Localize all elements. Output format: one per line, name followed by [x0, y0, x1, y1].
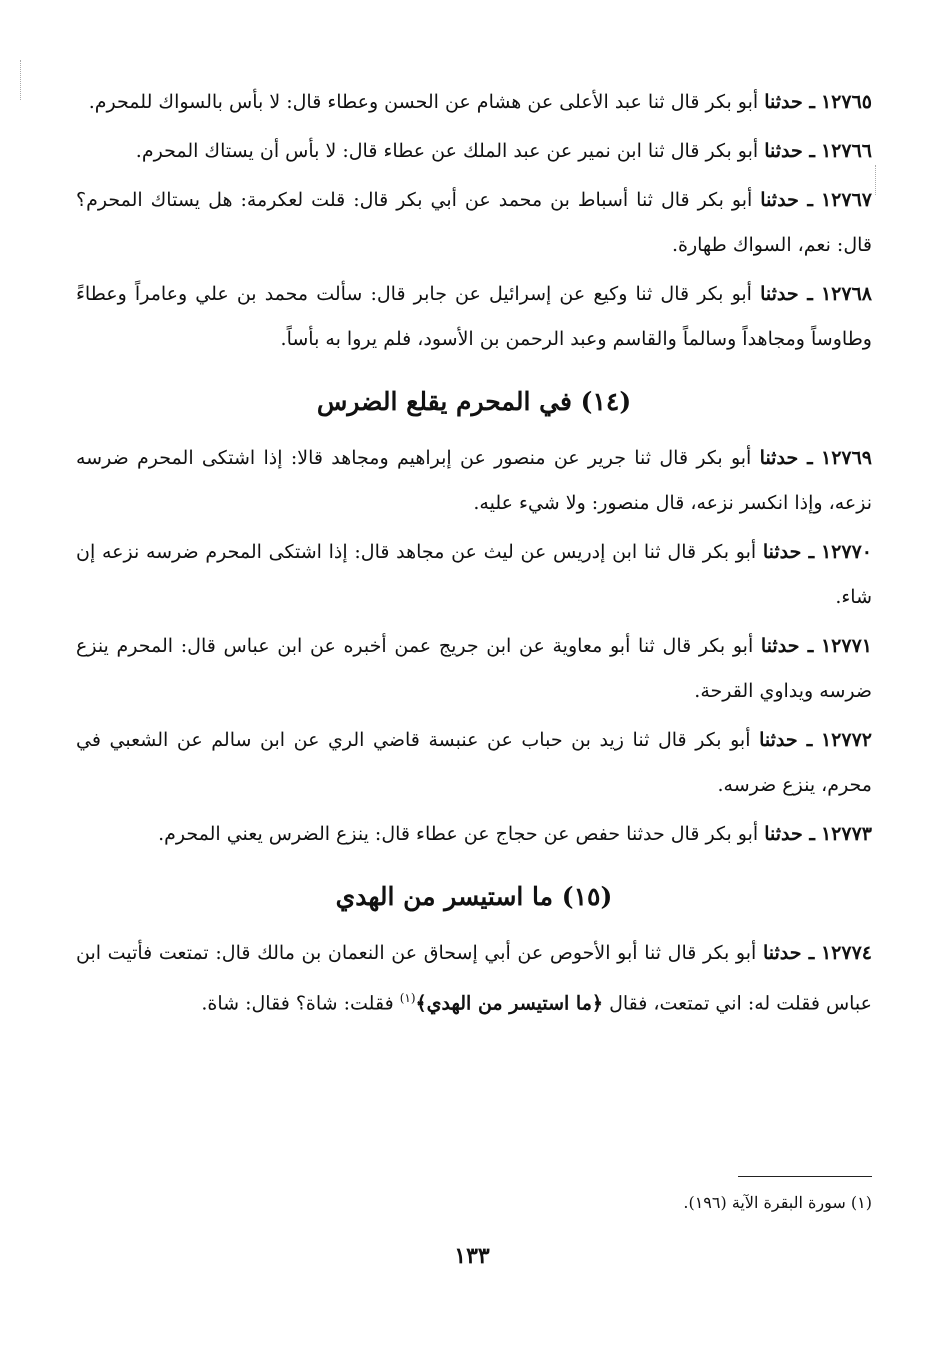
- hadith-number: ١٢٧٧٣: [820, 823, 872, 845]
- hadith-12772: [76, 718, 872, 808]
- hadith-lead: ـ حدثنا: [760, 189, 813, 211]
- section-heading-14: (١٤) في المحرم يقلع الضرس: [316, 387, 632, 416]
- section-heading-15: (١٥) ما استيسر من الهدي: [335, 882, 613, 911]
- hadith-lead: ـ حدثنا: [760, 635, 814, 657]
- hadith-text-end: فقلت: شاة؟ فقال: شاة.: [201, 992, 400, 1015]
- footnote: (١) سورة البقرة الآية (١٩٦).: [683, 1193, 872, 1212]
- hadith-12769: [76, 436, 872, 526]
- hadith-12768: [76, 272, 872, 362]
- hadith-number: ١٢٧٧٢: [820, 729, 872, 751]
- hadith-lead: ـ حدثنا: [762, 942, 815, 964]
- hadith-12767: [76, 178, 872, 268]
- margin-mark-top: [20, 60, 21, 100]
- hadith-12774: [76, 931, 872, 1026]
- hadith-number: ١٢٧٦٦: [820, 140, 872, 162]
- hadith-text: أبو بكر قال ثنا عبد الأعلى عن هشام عن الحسن وعطاء قال: لا بأس بالسواك للمحرم.: [88, 91, 765, 113]
- hadith-text: أبو بكر قال حدثنا حفص عن حجاج عن عطاء قال: ينزع الضرس يعني المحرم.: [158, 823, 765, 845]
- hadith-12766: [76, 129, 872, 174]
- hadith-lead: ـ حدثنا: [764, 140, 815, 162]
- footnote-reference[interactable]: (١): [399, 991, 416, 1005]
- page-number: ١٣٣: [454, 1243, 490, 1269]
- hadith-text: أبو بكر قال ثنا أبو الأحوص عن أبي إسحاق عن النعمان بن مالك قال: تمتعت فأتيت ابن عباس فقلت له: اني تمتعت، فقال: [76, 942, 872, 1015]
- hadith-number: ١٢٧٦٨: [820, 283, 872, 305]
- hadith-text: أبو بكر قال ثنا ابن إدريس عن ليث عن مجاهد قال: إذا اشتكى المحرم ضرسه نزعه إن شاء.: [76, 541, 872, 608]
- hadith-12770: [76, 530, 872, 620]
- hadith-lead: ـ حدثنا: [759, 447, 813, 469]
- footnote-divider: [738, 1176, 872, 1177]
- hadith-number: ١٢٧٧٠: [820, 541, 872, 563]
- hadith-number: ١٢٧٦٩: [820, 447, 873, 469]
- hadith-12773: [76, 812, 872, 857]
- hadith-text: أبو بكر قال ثنا ابن نمير عن عبد الملك عن عطاء قال: لا بأس أن يستاك المحرم.: [135, 140, 765, 162]
- margin-mark-middle: [875, 165, 876, 195]
- hadith-lead: ـ حدثنا: [760, 283, 813, 305]
- hadith-12771: [76, 624, 872, 714]
- hadith-number: ١٢٧٧١: [820, 635, 872, 657]
- hadith-12765: [76, 80, 872, 125]
- hadith-text: أبو بكر قال ثنا زيد بن حباب عن عنبسة قاضي الري عن ابن سالم عن الشعبي في محرم، ينزع ضرسه.: [76, 729, 872, 796]
- hadith-lead: ـ حدثنا: [764, 823, 815, 845]
- hadith-text: أبو بكر قال ثنا أسباط بن محمد عن أبي بكر قال: قلت لعكرمة: هل يستاك المحرم؟ قال: نعم، السواك طهارة.: [76, 189, 872, 256]
- hadith-lead: ـ حدثنا: [764, 91, 815, 113]
- hadith-number: ١٢٧٦٥: [820, 91, 872, 113]
- hadith-text: أبو بكر قال ثنا أبو معاوية عن ابن جريج عمن أخبره عن ابن عباس قال: المحرم ينزع ضرسه ويداوي القرحة.: [76, 635, 872, 702]
- page-body: [76, 80, 872, 1030]
- hadith-text: أبو بكر قال ثنا وكيع عن إسرائيل عن جابر قال: سألت محمد بن علي وعامراً وعطاءً وطاوساً ومجاهداً وسالماً والقاسم وعبد الرحمن بن الأسود، فلم يروا به بأساً.: [76, 283, 872, 350]
- quran-quote: ﴿ما استيسر من الهدي﴾: [415, 992, 604, 1015]
- hadith-lead: ـ حدثنا: [759, 729, 813, 751]
- hadith-number: ١٢٧٦٧: [820, 189, 872, 211]
- hadith-number: ١٢٧٧٤: [820, 942, 872, 964]
- hadith-lead: ـ حدثنا: [762, 541, 815, 563]
- hadith-text: أبو بكر قال ثنا جرير عن منصور عن إبراهيم ومجاهد قالا: إذا اشتكى المحرم ضرسه نزعه، وإذا انكسر نزعه، قال منصور: ولا شيء عليه.: [76, 447, 872, 514]
